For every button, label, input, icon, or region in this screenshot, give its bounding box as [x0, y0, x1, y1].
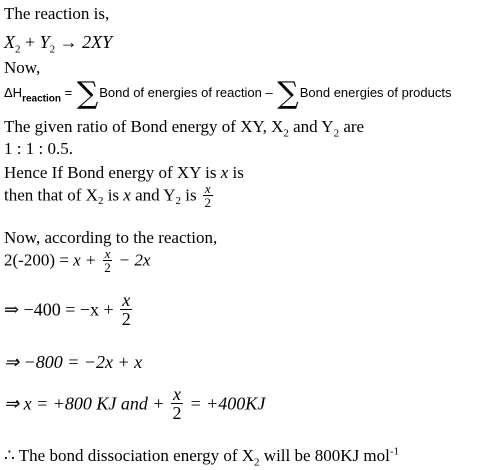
ratio-text-b: and Y [288, 117, 334, 136]
eq4-frac-den: 2 [172, 403, 182, 423]
eq4-text-b: = +400KJ [185, 393, 266, 414]
sum-symbol-1: ∑ [76, 76, 99, 111]
then-text-c: and Y [130, 185, 176, 205]
conclusion-sup: -1 [389, 445, 400, 458]
then-x: x [123, 185, 131, 205]
eq-x: X [4, 32, 15, 52]
eq1-frac-den: 2 [104, 260, 111, 275]
delta-h-sub: reaction [22, 93, 61, 105]
according-line: Now, according to the reaction, [4, 228, 218, 247]
conclusion-sub: 2 [254, 456, 260, 469]
eq1-frac-num: x [104, 246, 111, 261]
ratio-text-a: The given ratio of Bond energy of XY, X [4, 117, 284, 136]
eq-arrow: → [55, 32, 83, 52]
conclusion-line [4, 445, 400, 469]
line-reaction-intro: The reaction is, [4, 4, 110, 23]
ratio-sub-1: 2 [283, 127, 289, 140]
then-sub-1: 2 [97, 194, 104, 207]
conclusion-text-b: will be 800KJ mol [259, 446, 390, 465]
eq-y: Y [39, 32, 50, 52]
eq1-text-a: 2(-200) = [4, 250, 74, 270]
eq2-fraction [120, 291, 132, 328]
equation-line-4 [4, 385, 265, 429]
eq4-text-a: ⇒ x = +800 KJ and + [4, 393, 170, 414]
reaction-equation [4, 32, 113, 56]
sum-symbol-2: ∑ [277, 76, 299, 111]
enthalpy-formula [4, 76, 452, 112]
formula-equals: = [60, 85, 76, 100]
hence-text-b: is [228, 163, 244, 182]
ratio-text-c: are [339, 117, 365, 136]
ratio-sub-2: 2 [333, 127, 340, 140]
conclusion-text-a: ∴ The bond dissociation energy of X [4, 446, 255, 465]
frac-den: 2 [204, 195, 212, 210]
eq2-frac-den: 2 [121, 309, 131, 329]
eq1-text-b: x + [73, 250, 101, 270]
delta-h: ΔH [4, 85, 23, 100]
hence-x: x [220, 163, 229, 182]
eq-sub-1: 2 [15, 43, 21, 56]
then-sub-2: 2 [175, 194, 182, 207]
ratio-values: 1 : 1 : 0.5. [4, 139, 73, 158]
eq2-frac-num: x [122, 290, 131, 310]
eq1-fraction [103, 247, 113, 274]
formula-text-2: Bond energies of products [299, 85, 452, 100]
equation-line-3: ⇒ −800 = −2x + x [4, 352, 143, 372]
equation-line-2 [4, 291, 134, 335]
eq-sub-2: 2 [49, 43, 56, 56]
eq1-text-c: − 2x [114, 250, 151, 270]
hence-line [4, 163, 244, 183]
hence-text-a: Hence If Bond energy of XY is [4, 163, 221, 182]
then-text-b: is [103, 185, 124, 205]
equation-line-1 [4, 247, 150, 281]
then-text-d: is [181, 185, 201, 205]
line-now: Now, [4, 58, 41, 77]
then-line [4, 182, 215, 218]
formula-text-1: Bond of energies of reaction – [99, 85, 277, 100]
then-text-a: then that of X [4, 185, 98, 205]
eq4-fraction [171, 385, 183, 422]
frac-num: x [204, 181, 211, 196]
ratio-line [4, 117, 365, 140]
fraction-x-over-2 [203, 182, 213, 209]
eq-rhs: 2XY [82, 32, 113, 52]
eq-plus: + [20, 32, 40, 52]
eq2-text: ⇒ −400 = −x + [4, 299, 119, 320]
eq4-frac-num: x [173, 384, 182, 404]
